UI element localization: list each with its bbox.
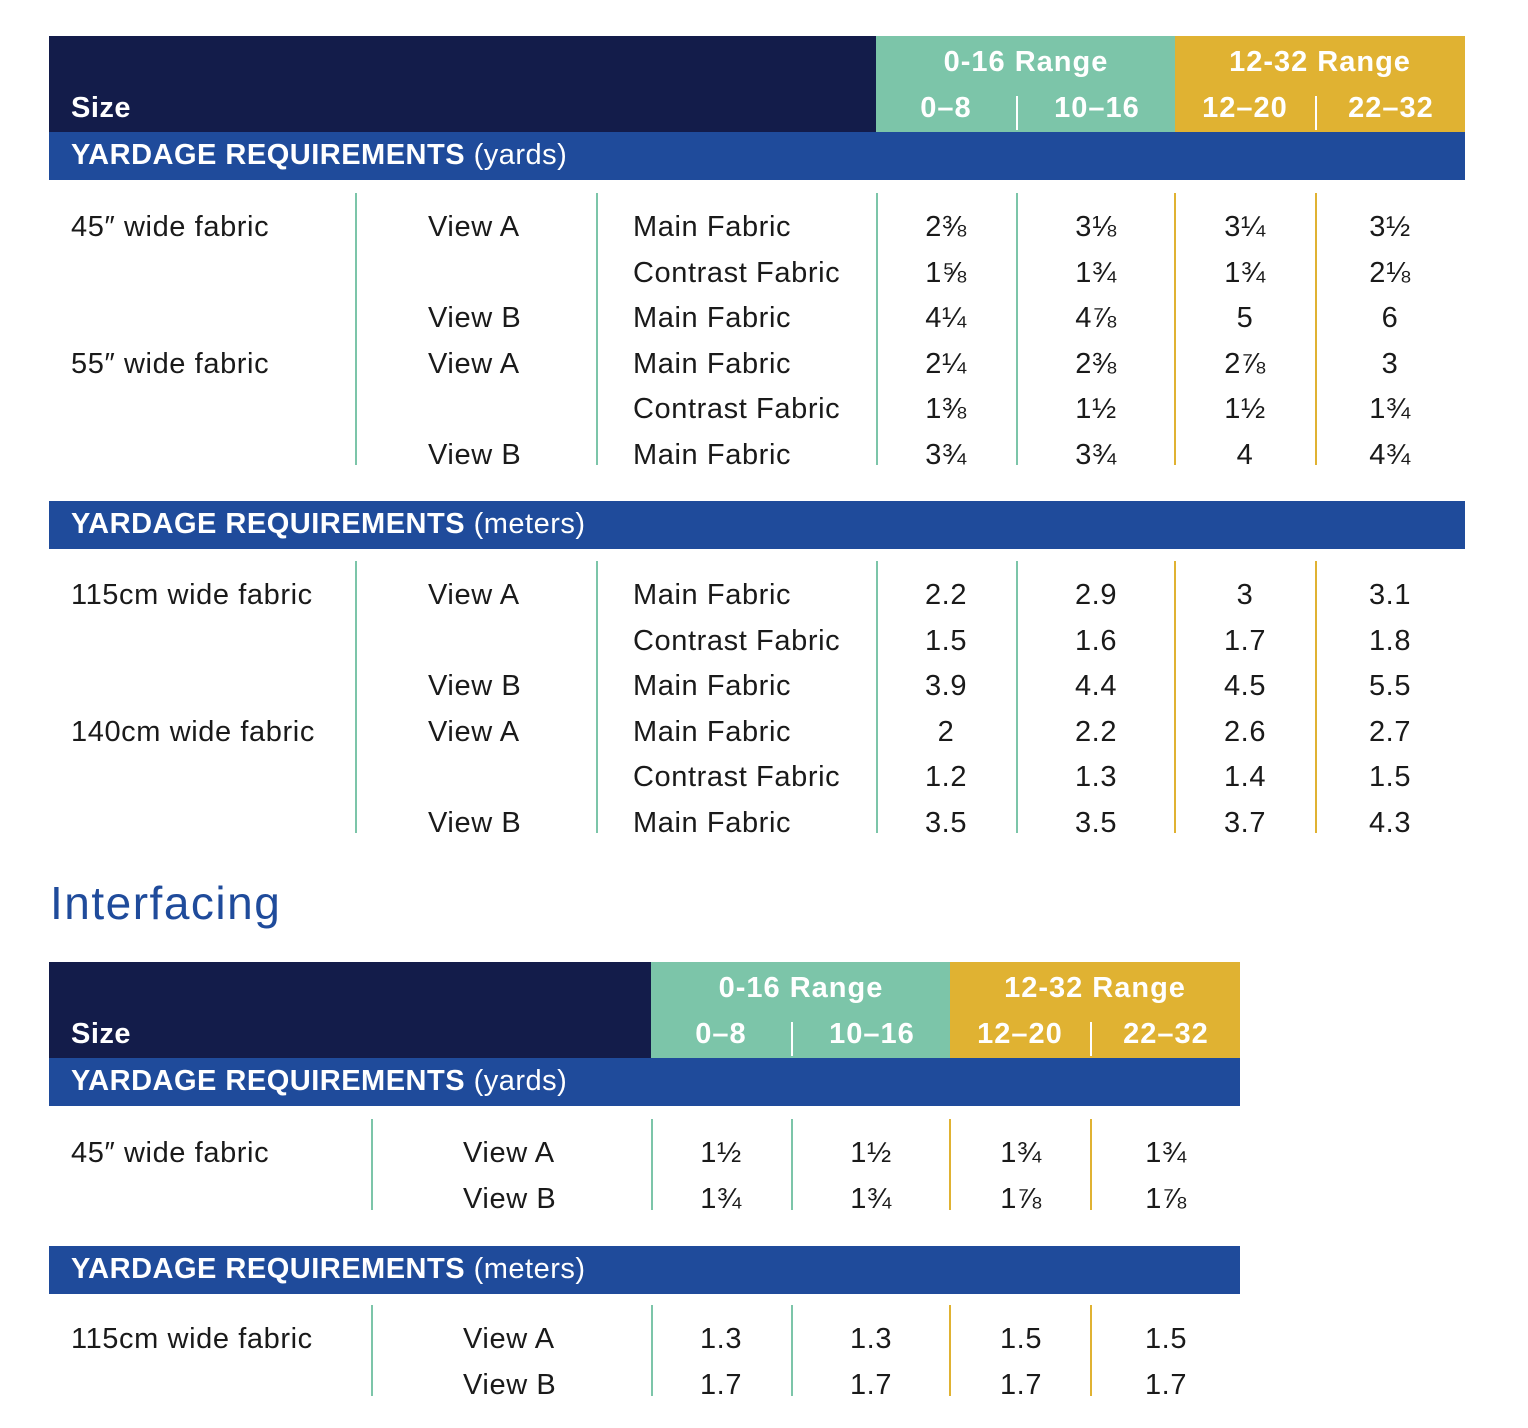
column-rule [651, 1305, 653, 1396]
column-rule [371, 1119, 373, 1210]
column-rule [1315, 193, 1317, 465]
yardage-value: 2⅞ [1224, 347, 1266, 380]
fabric-width-label: 55″ wide fabric [71, 347, 270, 380]
yardage-value: 1¾ [1369, 393, 1411, 425]
yardage-value: 2⅛ [1369, 256, 1411, 289]
range-12-32-label: 12-32 Range [1004, 972, 1186, 1004]
yardage-value: 2.2 [924, 579, 968, 611]
fabric-type-label: Main Fabric [633, 806, 792, 839]
yardage-value: 1⅞ [1145, 1182, 1187, 1215]
range-12-32-header [1175, 36, 1465, 132]
yards-band [49, 1058, 1240, 1106]
fabric-type-label: Contrast Fabric [633, 256, 841, 289]
band-unit: (meters) [473, 1253, 586, 1285]
yardage-value: 3.1 [1368, 579, 1412, 611]
column-rule [876, 193, 878, 465]
yardage-value: 2 [937, 715, 955, 748]
column-rule [1090, 1119, 1092, 1210]
column-rule [949, 1119, 951, 1210]
view-label: View A [428, 347, 520, 380]
meters-band [49, 1246, 1240, 1294]
size-header [49, 962, 652, 1058]
band-title: YARDAGE REQUIREMENTS [71, 508, 466, 540]
yardage-value: 2¼ [925, 347, 967, 380]
range-0-16-label: 0-16 Range [718, 972, 884, 1004]
yardage-value: 1.7 [1223, 624, 1267, 657]
band-unit: (meters) [473, 508, 586, 540]
band-title: YARDAGE REQUIREMENTS [71, 139, 466, 171]
yardage-value: 1.6 [1074, 624, 1118, 657]
size-12-20-label: 12–20 [977, 1018, 1063, 1050]
meters-band [49, 501, 1465, 549]
size-label: Size [71, 92, 132, 124]
interfacing-yardage-table [49, 962, 1240, 1412]
view-label: View B [463, 1368, 557, 1401]
yardage-value: 2.7 [1368, 715, 1412, 748]
view-label: View A [428, 579, 520, 611]
band-unit: (yards) [473, 139, 568, 171]
yardage-value: 3¾ [925, 438, 967, 471]
yardage-value: 5 [1236, 302, 1254, 334]
yardage-value: 2.6 [1223, 715, 1267, 748]
yardage-value: 4¼ [925, 302, 967, 334]
yardage-value: 4.3 [1368, 806, 1412, 839]
yardage-value: 1.5 [1368, 761, 1412, 793]
yardage-value: 3.5 [1074, 806, 1118, 839]
yardage-value: 3.5 [924, 806, 968, 839]
yardage-value: 3 [1381, 347, 1399, 380]
yardage-value: 1¾ [1075, 256, 1117, 289]
yardage-value: 2⅜ [1075, 347, 1117, 380]
column-rule [1016, 193, 1018, 465]
band-unit: (yards) [473, 1065, 568, 1097]
column-rule [596, 561, 598, 833]
yardage-value: 3⅛ [1075, 211, 1117, 243]
yardage-value: 2.9 [1074, 579, 1118, 611]
yardage-value: 1.7 [699, 1368, 743, 1401]
fabric-type-label: Main Fabric [633, 670, 792, 702]
size-22-32-label: 22–32 [1348, 92, 1434, 124]
column-rule [1174, 193, 1176, 465]
yardage-value: 1½ [1075, 393, 1117, 425]
size-10-16-label: 10–16 [829, 1018, 915, 1050]
fabric-width-label: 115cm wide fabric [71, 1323, 313, 1355]
yardage-value: 1½ [850, 1137, 892, 1169]
yardage-value: 1.8 [1368, 624, 1412, 657]
fabric-type-label: Contrast Fabric [633, 761, 841, 793]
yardage-value: 1.5 [1144, 1323, 1188, 1355]
view-label: View A [463, 1323, 555, 1355]
yardage-value: 4⅞ [1075, 302, 1117, 334]
column-rule [651, 1119, 653, 1210]
fabric-type-label: Main Fabric [633, 438, 792, 471]
view-label: View A [428, 715, 520, 748]
yardage-value: 1.5 [999, 1323, 1043, 1355]
yardage-value: 1.3 [849, 1323, 893, 1355]
fabric-width-label: 115cm wide fabric [71, 579, 313, 611]
yardage-value: 1.7 [849, 1368, 893, 1401]
fabric-width-label: 45″ wide fabric [71, 211, 270, 243]
view-label: View B [428, 438, 522, 471]
yardage-value: 1⅜ [925, 393, 967, 425]
yardage-value: 1¾ [1224, 256, 1266, 289]
size-0-8-label: 0–8 [695, 1018, 747, 1050]
interfacing-title: Interfacing [50, 877, 282, 929]
yardage-value: 1.5 [924, 624, 968, 657]
view-label: View B [428, 806, 522, 839]
fabric-type-label: Contrast Fabric [633, 624, 841, 657]
yardage-value: 1¾ [700, 1182, 742, 1215]
fabric-type-label: Main Fabric [633, 302, 792, 334]
column-rule [371, 1305, 373, 1396]
fabric-type-label: Main Fabric [633, 579, 792, 611]
column-rule [1174, 561, 1176, 833]
fabric-width-label: 45″ wide fabric [71, 1137, 270, 1169]
range-12-32-label: 12-32 Range [1229, 46, 1411, 78]
column-rule [1090, 1305, 1092, 1396]
yardage-value: 1.2 [924, 761, 968, 793]
size-22-32-label: 22–32 [1123, 1018, 1209, 1050]
yardage-value: 3.7 [1223, 806, 1267, 839]
column-rule [949, 1305, 951, 1396]
size-12-20-label: 12–20 [1202, 92, 1288, 124]
yardage-value: 3¾ [1075, 438, 1117, 471]
yardage-value: 4.5 [1223, 670, 1267, 702]
yardage-value: 3.9 [924, 670, 968, 702]
range-0-16-label: 0-16 Range [943, 46, 1109, 78]
column-rule [791, 1119, 793, 1210]
yardage-value: 3 [1236, 579, 1254, 611]
size-10-16-label: 10–16 [1054, 92, 1140, 124]
band-title: YARDAGE REQUIREMENTS [71, 1253, 466, 1285]
band-title: YARDAGE REQUIREMENTS [71, 1065, 466, 1097]
fabric-type-label: Main Fabric [633, 211, 792, 243]
yardage-value: 3½ [1369, 211, 1411, 243]
range-0-16-header [876, 36, 1176, 132]
view-label: View B [463, 1182, 557, 1215]
size-0-8-label: 0–8 [920, 92, 972, 124]
yardage-value: 4¾ [1369, 438, 1411, 471]
range-0-16-header [651, 962, 951, 1058]
yardage-value: 5.5 [1368, 670, 1412, 702]
yardage-value: 1.3 [699, 1323, 743, 1355]
column-rule [791, 1305, 793, 1396]
yardage-value: 1⅝ [925, 256, 967, 289]
yardage-value: 2⅜ [925, 211, 967, 243]
yardage-value: 1.3 [1074, 761, 1118, 793]
view-label: View B [428, 670, 522, 702]
yardage-value: 1.7 [999, 1368, 1043, 1401]
yardage-value: 1.7 [1144, 1368, 1188, 1401]
size-label: Size [71, 1018, 132, 1050]
yardage-value: 1¾ [1145, 1137, 1187, 1169]
view-label: View A [428, 211, 520, 243]
column-rule [355, 193, 357, 465]
fabric-type-label: Main Fabric [633, 347, 792, 380]
yardage-value: 2.2 [1074, 715, 1118, 748]
yardage-value: 6 [1381, 302, 1399, 334]
column-rule [596, 193, 598, 465]
size-header [49, 36, 877, 132]
fabric-width-label: 140cm wide fabric [71, 715, 315, 748]
column-rule [1315, 561, 1317, 833]
yardage-value: 1.4 [1223, 761, 1267, 793]
fabric-type-label: Main Fabric [633, 715, 792, 748]
yardage-value: 1¾ [1000, 1137, 1042, 1169]
yardage-value: 1½ [1224, 393, 1266, 425]
fabric-type-label: Contrast Fabric [633, 393, 841, 425]
yardage-value: 3¼ [1224, 211, 1266, 243]
fabric-yardage-table [49, 36, 1465, 856]
column-rule [1016, 561, 1018, 833]
column-rule [355, 561, 357, 833]
yardage-value: 4.4 [1074, 670, 1118, 702]
yardage-value: 1⅞ [1000, 1182, 1042, 1215]
view-label: View B [428, 302, 522, 334]
yardage-value: 4 [1236, 438, 1254, 471]
column-rule [876, 561, 878, 833]
range-12-32-header [950, 962, 1240, 1058]
view-label: View A [463, 1137, 555, 1169]
yardage-value: 1¾ [850, 1182, 892, 1215]
yards-band [49, 132, 1465, 180]
yardage-value: 1½ [700, 1137, 742, 1169]
